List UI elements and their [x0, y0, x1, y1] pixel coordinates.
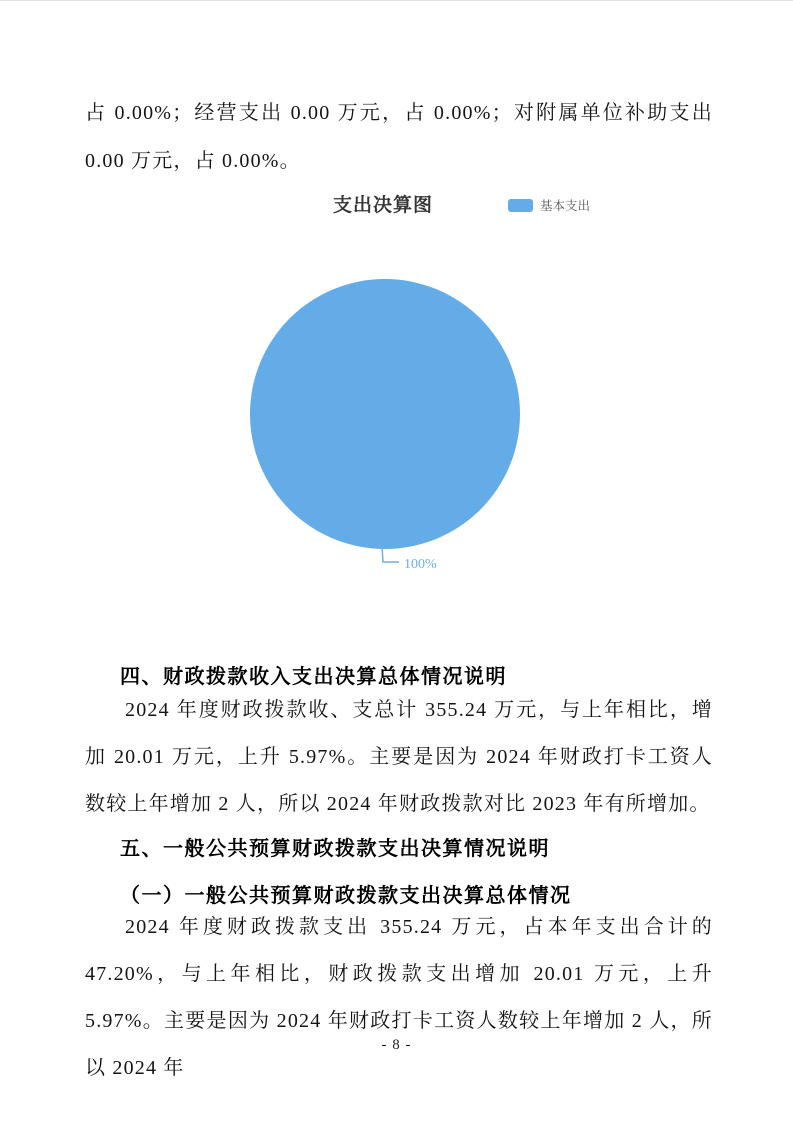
chart-legend [508, 196, 590, 214]
legend-label: 基本支出 [540, 199, 591, 213]
section-heading-5: 五、一般公共预算财政拨款支出决算情况说明 [120, 838, 550, 860]
pie-chart-svg [230, 261, 550, 581]
intro-paragraph: 占 0.00%；经营支出 0.00 万元，占 0.00%；对附属单位补助支出 0.00 万元，占 0.00%。 [85, 102, 713, 172]
subsection-heading-5-1: （一）一般公共预算财政拨款支出决算总体情况 [120, 885, 572, 907]
section-heading-4: 四、财政拨款收入支出决算总体情况说明 [120, 666, 507, 688]
section-4-paragraph: 2024 年度财政拨款收、支总计 355.24 万元，与上年相比，增加 20.01 万元，上升 5.97%。主要是因为 2024 年财政打卡工资人数较上年增加 2 人，所以 2024 年财政拨款对比 2023 年有所增加。 [85, 699, 713, 815]
pie-slice-basic-expenditure [250, 279, 520, 549]
section-5-paragraph: 2024 年度财政拨款支出 355.24 万元，占本年支出合计的 47.20%，与上年相比，财政拨款支出增加 20.01 万元，上升 5.97%。主要是因为 2024 年财政打卡工资人数较上年增加 2 人，所以 2024 年 [85, 916, 713, 1079]
chart-title: 支出决算图 [333, 195, 434, 216]
pie-data-label: 100% [404, 557, 437, 572]
legend-swatch [508, 199, 533, 212]
expenditure-pie-chart [0, 181, 793, 601]
page-number: - 8 - [381, 1037, 412, 1053]
